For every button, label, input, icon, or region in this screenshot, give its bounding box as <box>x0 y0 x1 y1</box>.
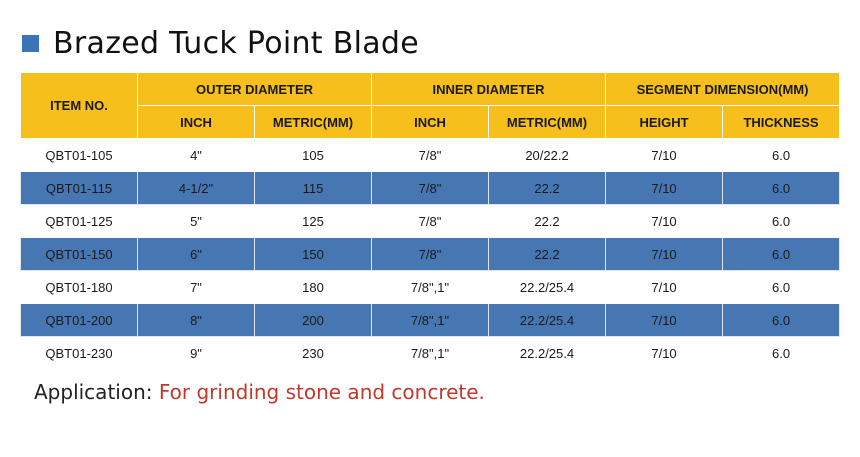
subheader-thickness: THICKNESS <box>723 106 840 139</box>
spec-table <box>20 72 840 370</box>
cell-inner-inch: 7/8",1" <box>372 304 489 337</box>
cell-segment-height: 7/10 <box>606 238 723 271</box>
cell-segment-height: 7/10 <box>606 271 723 304</box>
cell-inner-inch: 7/8" <box>372 139 489 172</box>
cell-segment-thickness: 6.0 <box>723 205 840 238</box>
cell-outer-metric: 230 <box>255 337 372 370</box>
cell-item-no: QBT01-230 <box>21 337 138 370</box>
cell-item-no: QBT01-180 <box>21 271 138 304</box>
cell-inner-metric: 22.2 <box>489 205 606 238</box>
cell-inner-inch: 7/8" <box>372 172 489 205</box>
application-line <box>34 380 485 404</box>
cell-outer-metric: 200 <box>255 304 372 337</box>
cell-item-no: QBT01-200 <box>21 304 138 337</box>
cell-outer-inch: 4" <box>138 139 255 172</box>
cell-inner-metric: 22.2/25.4 <box>489 337 606 370</box>
cell-segment-height: 7/10 <box>606 304 723 337</box>
header-segment-dimension: SEGMENT DIMENSION(MM) <box>606 73 840 106</box>
cell-outer-metric: 125 <box>255 205 372 238</box>
cell-segment-thickness: 6.0 <box>723 304 840 337</box>
header-inner-diameter: INNER DIAMETER <box>372 73 606 106</box>
cell-outer-metric: 180 <box>255 271 372 304</box>
cell-segment-thickness: 6.0 <box>723 271 840 304</box>
cell-outer-metric: 105 <box>255 139 372 172</box>
cell-inner-inch: 7/8",1" <box>372 337 489 370</box>
subheader-outer-metric: METRIC(MM) <box>255 106 372 139</box>
subheader-inner-metric: METRIC(MM) <box>489 106 606 139</box>
cell-segment-thickness: 6.0 <box>723 172 840 205</box>
header-outer-diameter: OUTER DIAMETER <box>138 73 372 106</box>
page-title-row <box>22 22 419 64</box>
cell-outer-metric: 115 <box>255 172 372 205</box>
cell-segment-thickness: 6.0 <box>723 238 840 271</box>
cell-outer-inch: 8" <box>138 304 255 337</box>
cell-inner-metric: 22.2 <box>489 172 606 205</box>
cell-inner-inch: 7/8" <box>372 238 489 271</box>
table-row <box>21 304 840 337</box>
table-row <box>21 337 840 370</box>
subheader-height: HEIGHT <box>606 106 723 139</box>
page-title: Brazed Tuck Point Blade <box>53 25 419 61</box>
application-text: For grinding stone and concrete. <box>158 380 485 404</box>
header-item-no: ITEM NO. <box>21 73 138 139</box>
cell-item-no: QBT01-125 <box>21 205 138 238</box>
table-row <box>21 172 840 205</box>
cell-segment-height: 7/10 <box>606 337 723 370</box>
table-row <box>21 205 840 238</box>
cell-inner-metric: 22.2 <box>489 238 606 271</box>
table-row <box>21 139 840 172</box>
application-label: Application: <box>34 380 153 404</box>
cell-segment-height: 7/10 <box>606 139 723 172</box>
cell-outer-inch: 9" <box>138 337 255 370</box>
cell-segment-height: 7/10 <box>606 205 723 238</box>
cell-item-no: QBT01-115 <box>21 172 138 205</box>
table-row <box>21 238 840 271</box>
cell-inner-metric: 22.2/25.4 <box>489 304 606 337</box>
cell-outer-inch: 4-1/2" <box>138 172 255 205</box>
cell-inner-inch: 7/8",1" <box>372 271 489 304</box>
cell-outer-inch: 5" <box>138 205 255 238</box>
subheader-outer-inch: INCH <box>138 106 255 139</box>
cell-item-no: QBT01-150 <box>21 238 138 271</box>
cell-item-no: QBT01-105 <box>21 139 138 172</box>
title-square-icon <box>22 35 39 52</box>
cell-segment-thickness: 6.0 <box>723 337 840 370</box>
table-row <box>21 271 840 304</box>
cell-outer-inch: 7" <box>138 271 255 304</box>
cell-outer-inch: 6" <box>138 238 255 271</box>
cell-inner-metric: 22.2/25.4 <box>489 271 606 304</box>
cell-outer-metric: 150 <box>255 238 372 271</box>
subheader-inner-inch: INCH <box>372 106 489 139</box>
cell-inner-inch: 7/8" <box>372 205 489 238</box>
cell-segment-thickness: 6.0 <box>723 139 840 172</box>
cell-segment-height: 7/10 <box>606 172 723 205</box>
cell-inner-metric: 20/22.2 <box>489 139 606 172</box>
